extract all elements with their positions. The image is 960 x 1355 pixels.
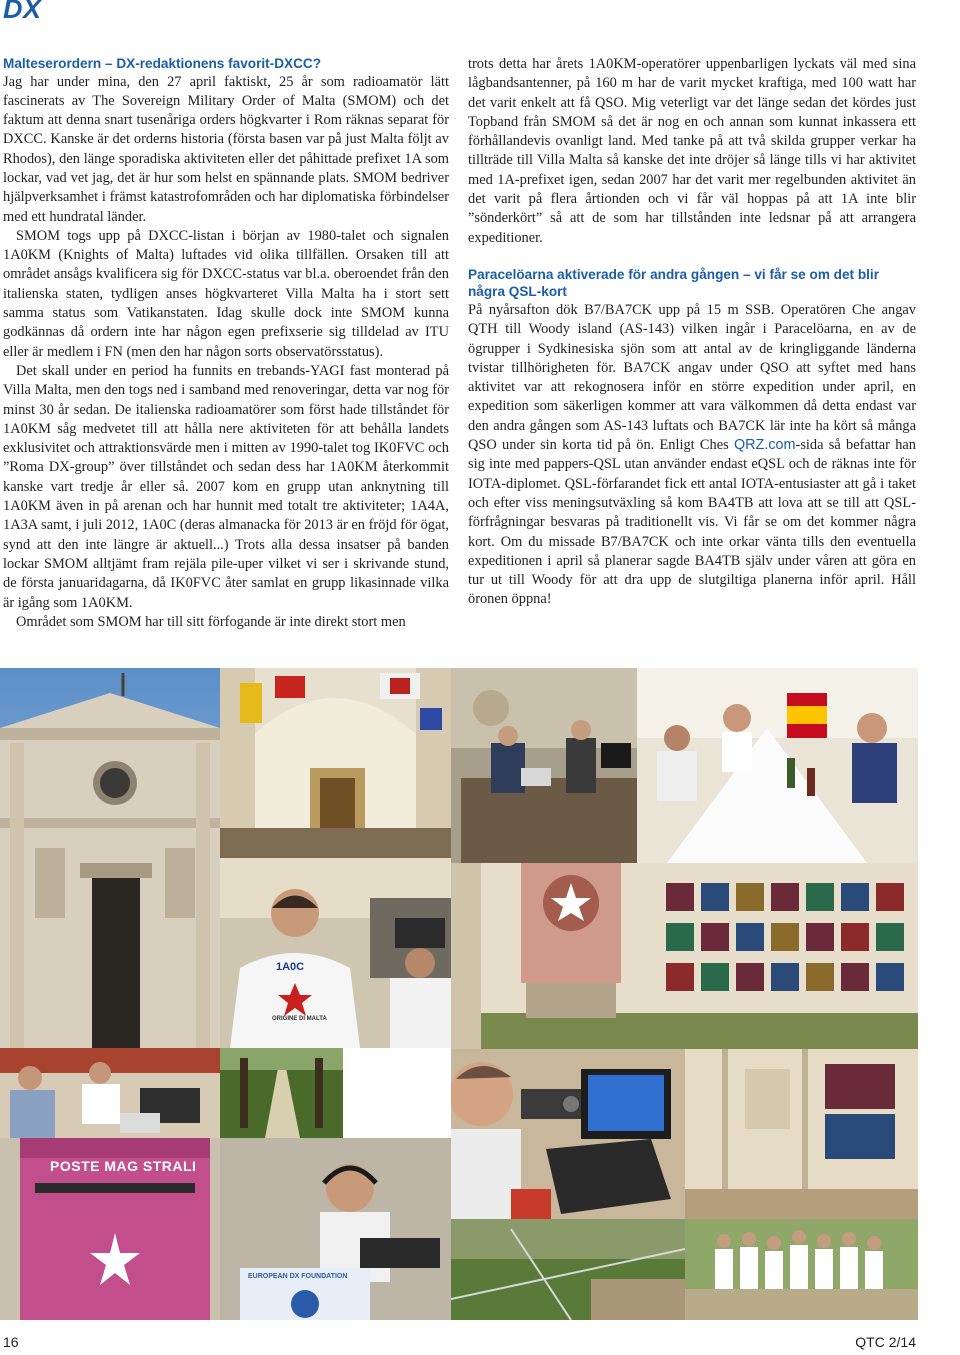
photo-dinner-table: [637, 668, 918, 863]
photo-garden-path: [220, 1048, 343, 1138]
photo-hall-interior: [685, 1049, 918, 1219]
photo-church-facade: [0, 668, 220, 1048]
edxf-banner: EUROPEAN DX FOUNDATION: [248, 1273, 348, 1280]
paragraph: SMOM togs upp på DXCC-listan i början av 1980-talet och signalen 1A0KM (Knights of Malta) luftades vid olika tillfällen. Orsaken till att området ansågs kvalificera sig för DXCC-status var bl.a. oberoendet från den italienska staten, tydligen anses högkvarteret Villa Malta ha i stort sett samma status som Vatikanstaten. Idag skulle dock inte SMOM kunna godkännas då ordern inte har någon egen prefixserie sig tilldelad av ITU eller är medlem i FN (men den har någon sorts observatörsstatus).: [3, 227, 449, 360]
paragraph-text: På nyårsafton dök B7/BA7CK upp på 15 m SSB. Operatören Che angav QTH till Woody island (AS-143) vilken ingår i Paracelöarna, en av de ögrupper i Sydkinesiska sjön som att antal av de kringliggande länderna tvistar tillhörigheten för. BA7CK angav under QSO att syftet med hans aktivitet var att rekognosera inför en större expedition under april, en expedition som säkerligen kommer att vara välkommen då detta endast var den andra gången som AS-143 luftats och BA7CK lär inte ha kört så många QSO under sin korta tid på ön. Enligt Ches: [468, 301, 916, 454]
article-heading-paracel: Paracelöarna aktiverade för andra gången – vi får se om det blir några QSL-kort: [468, 266, 879, 300]
photo-antenna-terrace: [451, 1219, 685, 1320]
paragraph-text: -sida så befattar han sig inte med pappers-QSL utan använder endast eQSL och de räknas inte för IOTA-diplomet. QSL-förfarandet fick ett antal IOTA-entusiaster att gå i taket och efter viss meningsutväxling så kom BA4TB att lova att se till att QSL-förfrågningar besvaras på traditionellt vis. Vi får se om det kommer några kort. Om du missade B7/BA7CK och inte orkar vänta tills den eventuella expeditionen i april så planerar sagde BA4TB själv under våren att göra en tur ut till Woody för att dra upp de slutgiltiga planerna inför april. Håll öronen öppna!: [468, 437, 916, 608]
left-column: [3, 55, 449, 632]
photo-operator-headphones: [220, 1138, 451, 1320]
photo-operators-table: [0, 1048, 220, 1138]
paragraph: Jag har under mina, den 27 april faktiskt, 25 år som radioamatör lätt fascinerats av The Sovereign Military Order of Malta (SMOM) och det faktum att denna snart tusenåriga orders högkvarter i Rom räknas separat för DXCC. Kanske är det orderns historia (första basen var på just Malta följt av Rhodos), den länge sporadiska aktiviteten eller det påhittade prefixet 1A som lockar, vad vet jag, det är hur som helst en spännande plats. SMOM bedriver hjälpverksamhet i främst katastrofområden och har diplomatiska förbindelser med ett hundratal länder.: [3, 73, 449, 225]
photo-mailbox: [0, 1138, 220, 1320]
shirt-text: ORIGINE DI MALTA: [272, 1016, 327, 1022]
qrz-link[interactable]: QRZ.com: [733, 437, 796, 454]
photo-courtyard-wall: [451, 863, 918, 1049]
photo-laptop-radio: [451, 1049, 685, 1219]
article-heading-smom: Malteserordern – DX-redaktionens favorit-DXCC?: [3, 56, 322, 71]
paragraph: Det skall under en period ha funnits en trebands-YAGI fast monterad på Villa Malta, men den togs ned i samband med renoveringar, detta var nog för minst 30 år sedan. De italienska radioamatörer som först hade tillståndet för 1A0KM såg medvetet till att hålla nere aktiviteten för att behålla landets exklusivitet och attraktionsvärde men i mitten av 1990-talet tog IK0FVC och ”Roma DX-group” över tillståndet och sedan dess har 1A0KM återkommit kanske vart tredje år eller så. 2007 kom en grupp utan anknytning till 1A0KM även in på arenan och har hunnit med totalt tre aktiviteter; 1A4A, 1A3A samt, i juli 2012, 1A0C (deras almanacka för 2013 är en fröjd för ögat, synd att den inte längre är aktuell...) Trots alla dessa insatser på banden lockar SMOM alltjämt fram rejäla pile-uper vilket vi ser i skrivande stund, de första januaridagarna, då IK0FVC åter samlat en grupp likasinnade vilka är igång som 1A0KM.: [3, 362, 449, 611]
paragraph: Området som SMOM har till sitt förfogande är inte direkt stort men: [16, 613, 406, 630]
photo-operators-1a0c: [220, 858, 451, 1048]
issue-label: QTC 2/14: [855, 1334, 916, 1350]
photo-collage: [0, 668, 918, 1320]
mailbox-label: POSTE MAG STRALI: [50, 1158, 197, 1174]
paragraph: [468, 301, 916, 610]
page-number: 16: [3, 1334, 19, 1350]
photo-group: [685, 1219, 918, 1320]
photo-radio-shack: [451, 668, 637, 863]
right-column: [468, 55, 916, 610]
section-label: DX: [3, 0, 42, 24]
photo-chapel-interior: [220, 668, 451, 858]
shirt-callsign: 1A0C: [276, 961, 305, 973]
paragraph: trots detta har årets 1A0KM-operatörer uppenbarligen lyckats väl med sina lågbandsantenner, på 160 m har de varit mycket kraftiga, med 100 watt har det varit enkelt att få QSO. Mig veterligt var det länge sedan det kördes just Topband från SMOM så det är nog en och annan som kunnat inkassera ett förhållandevis ovanligt land. Med tanke på att två skilda grupper verkar ha tillträde till Villa Malta så kanske det inte dröjer så länge tills vi har aktivitet med 1A-prefixet igen, sedan 2007 har det varit mer regelbunden aktivitet än det varit på flera årtionden och vi får väl hoppas på att 1A inte blir ”sönderkört” så att de som har tillstånden inte ledsnar på att arrangera expeditioner.: [468, 56, 916, 246]
